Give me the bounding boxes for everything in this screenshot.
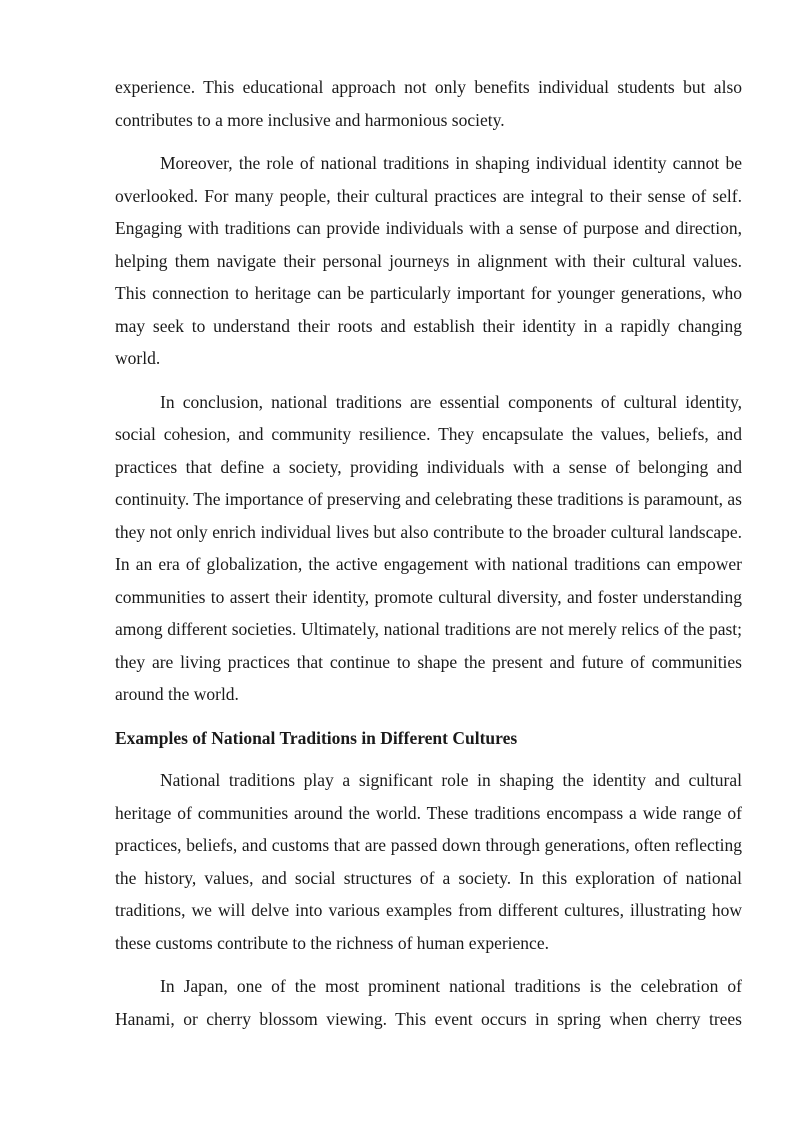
paragraph-continuation: experience. This educational approach not only benefits individual students but also contributes to a more inclusive and harmonious society. (115, 77, 742, 130)
document-page (115, 71, 742, 1046)
paragraph-identity: Moreover, the role of national traditions in shaping individual identity cannot be overlooked. For many people, their cultural practices are integral to their sense of self. Engaging with traditions can provide individuals with a sense of purpose and direction, helping them navigate their personal journeys in alignment with their cultural values. This connection to heritage can be particularly important for younger generations, who may seek to understand their roots and establish their identity in a rapidly changing world. (115, 153, 742, 368)
paragraph-section-intro: National traditions play a significant role in shaping the identity and cultural heritage of communities around the world. These traditions encompass a wide range of practices, beliefs, and customs that are passed down through generations, often reflecting the history, values, and social structures of a society. In this exploration of national traditions, we will delve into various examples from different cultures, illustrating how these customs contribute to the richness of human experience. (115, 770, 742, 953)
paragraph-japan-hanami: In Japan, one of the most prominent national traditions is the celebration of Hanami, or cherry blossom viewing. This event occurs in spring when cherry trees (115, 976, 742, 1029)
paragraph-conclusion: In conclusion, national traditions are essential components of cultural identity, social cohesion, and community resilience. They encapsulate the values, beliefs, and practices that define a society, providing individuals with a sense of belonging and continuity. The importance of preserving and celebrating these traditions is paramount, as they not only enrich individual lives but also contribute to the broader cultural landscape. In an era of globalization, the active engagement with national traditions can empower communities to assert their identity, promote cultural diversity, and foster understanding among different societies. Ultimately, national traditions are not merely relics of the past; they are living practices that continue to shape the present and future of communities around the world. (115, 391, 742, 704)
section-heading: Examples of National Traditions in Different Cultures (115, 727, 518, 748)
